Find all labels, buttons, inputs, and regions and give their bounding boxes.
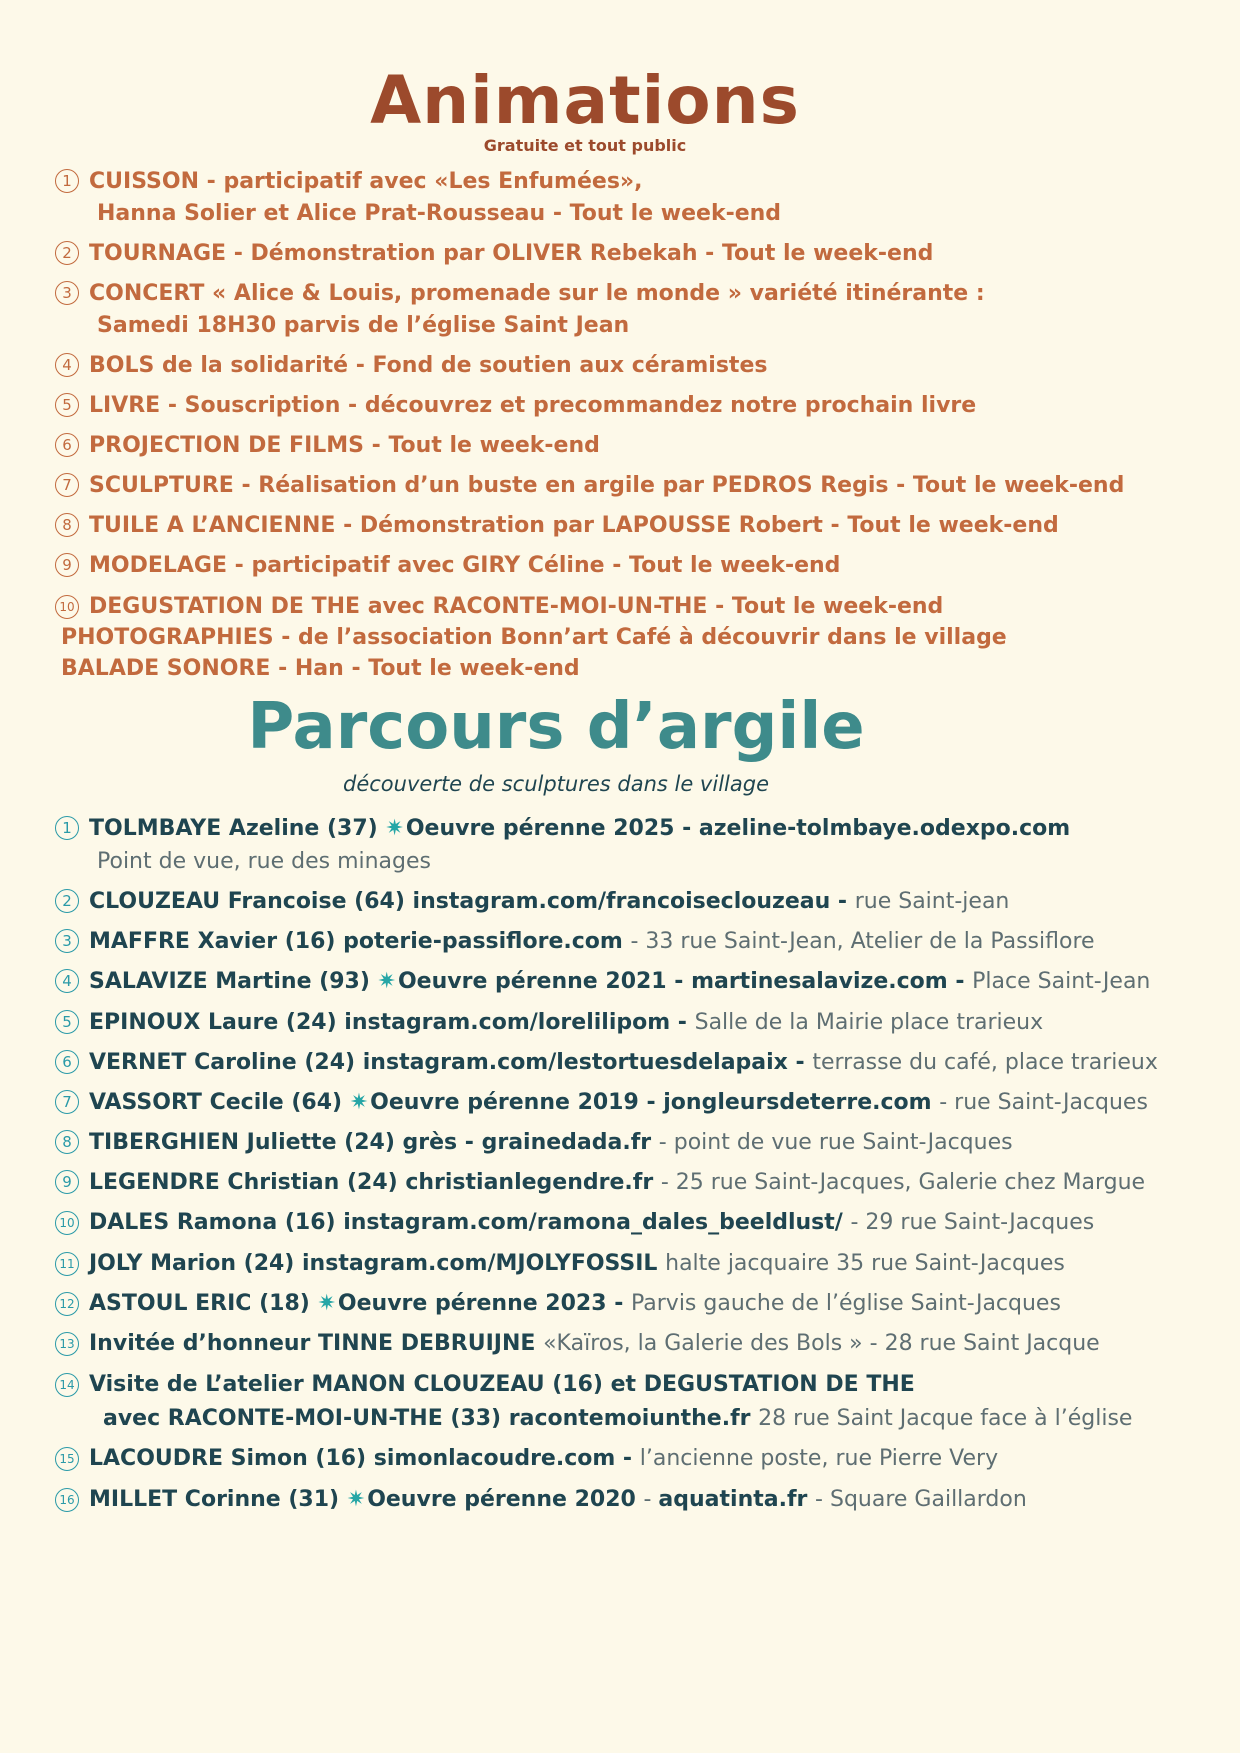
artist-text: VASSORT Cecile (64): [89, 1090, 350, 1115]
animation-text: CONCERT « Alice & Louis, promenade sur le monde » variété itinérante :: [89, 281, 985, 306]
parcours-item-8: [55, 1129, 1013, 1157]
animations-subtitle: Gratuite et tout public: [483, 136, 687, 155]
artist-location: - 25 rue Saint-Jacques, Galerie chez Margue: [660, 1170, 1146, 1195]
number-badge: 3: [55, 929, 79, 953]
artist-location: «Kaïros, la Galerie des Bols » - 28 rue Saint Jacque: [543, 1331, 1100, 1356]
star-icon: ✷: [349, 1090, 369, 1115]
number-badge: 13: [55, 1332, 79, 1356]
parcours-item-10: [55, 1209, 1094, 1237]
artist-location: - 33 rue Saint-Jean, Atelier de la Passiflore: [630, 929, 1095, 954]
star-icon: ✷: [346, 1487, 366, 1512]
number-badge: 4: [55, 969, 79, 993]
artist-text: avec RACONTE-MOI-UN-THE (33) racontemoiunthe.fr: [103, 1406, 759, 1431]
artist-text: DALES Ramona (16) instagram.com/ramona_dales_beeldlust/: [89, 1210, 851, 1235]
number-badge: 2: [55, 241, 79, 265]
artist-text: TIBERGHIEN Juliette (24) grès - grainedada.fr: [89, 1130, 659, 1155]
artist-oeuvre: Oeuvre pérenne 2020: [367, 1487, 644, 1512]
parcours-item-2: [55, 888, 1009, 916]
artist-location: halte jacquaire 35 rue Saint-Jacques: [665, 1251, 1065, 1276]
number-badge: 1: [55, 816, 79, 840]
animation-item-3-continued: Samedi 18H30 parvis de l’église Saint Jean: [97, 313, 630, 338]
number-badge: 8: [55, 1130, 79, 1154]
artist-text: Invitée d’honneur TINNE DEBRUIJNE: [89, 1331, 544, 1356]
artist-text: SALAVIZE Martine (93): [89, 969, 378, 994]
parcours-item-9: [55, 1169, 1145, 1197]
animation-text: BOLS de la solidarité - Fond de soutien aux céramistes: [89, 353, 768, 378]
animations-title: Animations: [370, 62, 800, 139]
animation-item-4: [55, 352, 767, 380]
artist-oeuvre: Oeuvre pérenne 2021 - martinesalavize.com -: [397, 969, 973, 994]
number-badge: 7: [55, 473, 79, 497]
animation-extra-balade-sonore: BALADE SONORE - Han - Tout le week-end: [61, 656, 580, 681]
number-badge: 4: [55, 353, 79, 377]
animation-item-3: [55, 280, 985, 308]
animation-item-5: [55, 392, 976, 420]
number-badge: 10: [55, 595, 79, 619]
animation-item-1-continued: Hanna Solier et Alice Prat-Rousseau - Tout le week-end: [97, 201, 782, 226]
number-badge: 3: [55, 281, 79, 305]
artist-location: - point de vue rue Saint-Jacques: [658, 1130, 1013, 1155]
number-badge: 16: [55, 1488, 79, 1512]
star-icon: ✷: [377, 969, 396, 994]
artist-location: 28 rue Saint Jacque face à l’église: [758, 1406, 1133, 1431]
animation-item-6: [55, 432, 600, 460]
animation-text: TOURNAGE - Démonstration par OLIVER Rebekah - Tout le week-end: [89, 241, 934, 266]
parcours-item-14-continued: [103, 1405, 1132, 1433]
artist-location: - 29 rue Saint-Jacques: [850, 1210, 1095, 1235]
artist-location: Parvis gauche de l’église Saint-Jacques: [631, 1291, 1061, 1316]
artist-location: Place Saint-Jean: [972, 969, 1151, 994]
animation-item-9: [55, 552, 840, 580]
artist-location: - rue Saint-Jacques: [939, 1090, 1148, 1115]
number-badge: 14: [55, 1373, 79, 1397]
number-badge: 12: [55, 1292, 79, 1316]
number-badge: 7: [55, 1090, 79, 1114]
parcours-subtitle: découverte de sculptures dans le village: [343, 772, 769, 796]
number-badge: 1: [55, 169, 79, 193]
parcours-item-12: [55, 1290, 1061, 1318]
parcours-title: Parcours d’argile: [247, 690, 865, 764]
parcours-item-14: [55, 1371, 915, 1399]
animation-text: MODELAGE - participatif avec GIRY Céline - Tout le week-end: [89, 553, 841, 578]
artist-oeuvre: Oeuvre pérenne 2025 - azeline-tolmbaye.odexpo.com: [405, 816, 1071, 841]
animation-text: PROJECTION DE FILMS - Tout le week-end: [89, 433, 600, 458]
number-badge: 10: [55, 1211, 79, 1235]
number-badge: 9: [55, 1170, 79, 1194]
number-badge: 11: [55, 1252, 79, 1276]
parcours-item-15: [55, 1445, 998, 1473]
animation-item-7: [55, 472, 1124, 500]
artist-text: VERNET Caroline (24) instagram.com/lestortuesdelapaix -: [89, 1050, 813, 1075]
artist-location: Point de vue, rue des minages: [97, 849, 431, 874]
artist-text: MAFFRE Xavier (16) poterie-passiflore.com: [89, 929, 631, 954]
parcours-item-13: [55, 1330, 1100, 1358]
artist-text: ASTOUL ERIC (18): [89, 1291, 318, 1316]
parcours-item-1-continued: [55, 848, 431, 876]
artist-location: Salle de la Mairie place trarieux: [694, 1010, 1044, 1035]
artist-location: - Square Gaillardon: [815, 1487, 1027, 1512]
number-badge: 6: [55, 1050, 79, 1074]
parcours-item-4: [55, 968, 1150, 996]
animation-extra-photographies: PHOTOGRAPHIES - de l’association Bonn’art Café à découvrir dans le village: [61, 625, 1007, 650]
number-badge: 8: [55, 513, 79, 537]
number-badge: 2: [55, 889, 79, 913]
parcours-item-16: [55, 1486, 1027, 1514]
artist-oeuvre: Oeuvre pérenne 2023 -: [337, 1291, 631, 1316]
number-badge: 5: [55, 393, 79, 417]
animation-text: TUILE A L’ANCIENNE - Démonstration par LAPOUSSE Robert - Tout le week-end: [89, 513, 1059, 538]
artist-location: rue Saint-jean: [854, 889, 1010, 914]
artist-website: aquatinta.fr: [658, 1487, 816, 1512]
parcours-item-11: [55, 1250, 1065, 1278]
artist-text: LEGENDRE Christian (24) christianlegendre.fr: [89, 1170, 661, 1195]
animation-item-10: [55, 593, 943, 621]
artist-text: Visite de L’atelier MANON CLOUZEAU (16) et DEGUSTATION DE THE: [89, 1372, 915, 1397]
artist-oeuvre: Oeuvre pérenne 2019 - jongleursdeterre.com: [370, 1090, 940, 1115]
artist-separator: -: [643, 1487, 659, 1512]
animation-text: LIVRE - Souscription - découvrez et precommandez notre prochain livre: [89, 393, 977, 418]
artist-text: EPINOUX Laure (24) instagram.com/lorelilipom -: [89, 1010, 695, 1035]
star-icon: ✷: [317, 1291, 336, 1316]
parcours-item-7: [55, 1089, 1148, 1117]
parcours-item-3: [55, 928, 1095, 956]
number-badge: 15: [55, 1447, 79, 1471]
star-icon: ✷: [385, 816, 404, 841]
artist-text: JOLY Marion (24) instagram.com/MJOLYFOSSIL: [89, 1251, 666, 1276]
animation-text: DEGUSTATION DE THE avec RACONTE-MOI-UN-THE - Tout le week-end: [89, 594, 944, 619]
number-badge: 5: [55, 1010, 79, 1034]
animation-text: CUISSON - participatif avec «Les Enfumées»,: [89, 169, 643, 194]
artist-text: TOLMBAYE Azeline (37): [89, 816, 386, 841]
animation-item-1: [55, 168, 643, 196]
parcours-item-6: [55, 1049, 1158, 1077]
artist-location: terrasse du café, place trarieux: [812, 1050, 1158, 1075]
parcours-item-1: [55, 815, 1070, 843]
artist-location: l’ancienne poste, rue Pierre Very: [639, 1446, 999, 1471]
number-badge: 9: [55, 553, 79, 577]
parcours-item-5: [55, 1009, 1043, 1037]
number-badge: 6: [55, 433, 79, 457]
artist-text: CLOUZEAU Francoise (64) instagram.com/francoiseclouzeau -: [89, 889, 855, 914]
animation-text: SCULPTURE - Réalisation d’un buste en argile par PEDROS Regis - Tout le week-end: [89, 473, 1125, 498]
animation-item-8: [55, 512, 1059, 540]
artist-text: LACOUDRE Simon (16) simonlacoudre.com -: [89, 1446, 640, 1471]
artist-text: MILLET Corinne (31): [89, 1487, 347, 1512]
animation-item-2: [55, 240, 933, 268]
